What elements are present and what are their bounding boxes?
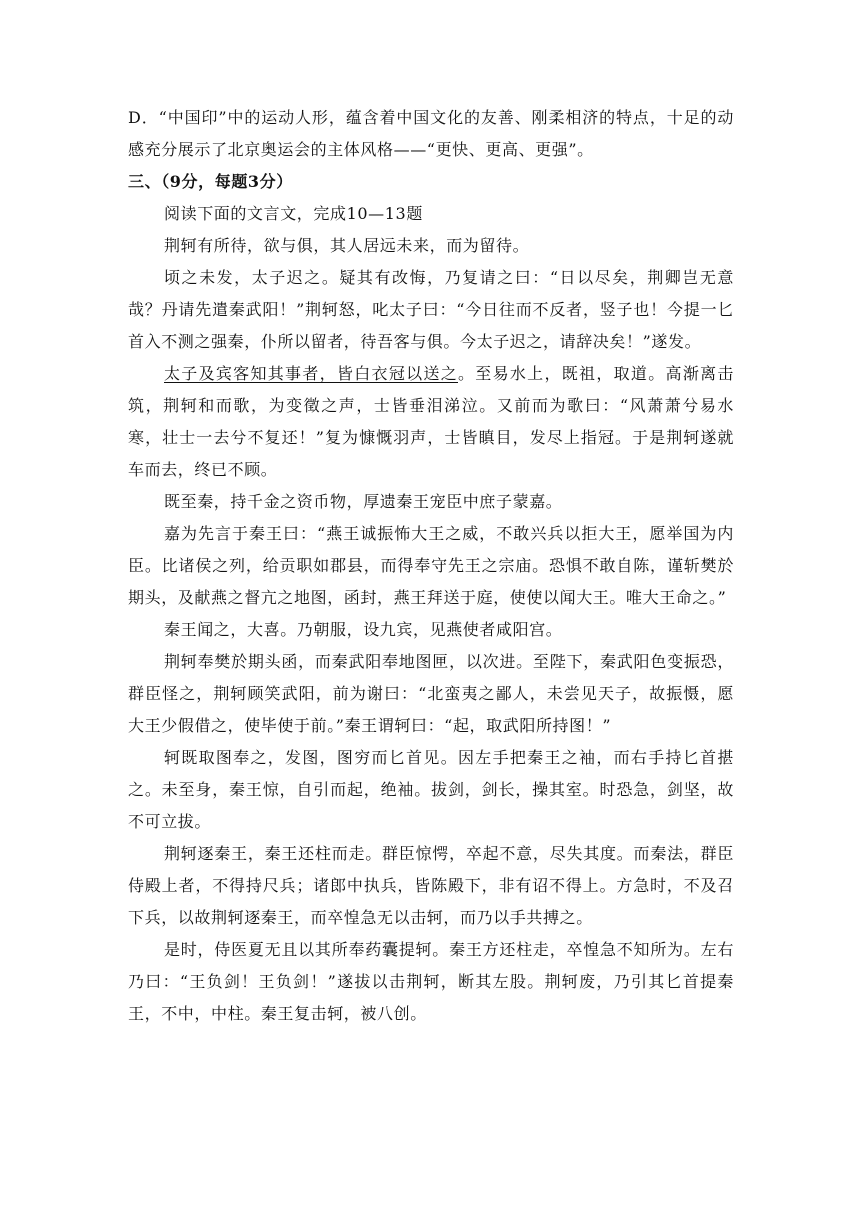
passage-paragraph-4: 既至秦，持千金之资币物，厚遗秦王宠臣中庶子蒙嘉。 [164, 492, 563, 511]
passage-paragraph-3-rest: 。至易水上，既祖，取道。高渐离击筑，荆轲和而歌，为变徵之声，士皆垂泪涕泣。又前而为歌曰：“风萧萧兮易水寒，壮士一去兮不复还！”复为慷慨羽声，士皆瞋目，发尽上指冠。于是荆轲遂就车而去，终已不顾。 [128, 364, 735, 479]
passage-paragraph-9: 荆轲逐秦王，秦王还柱而走。群臣惊愕，卒起不意，尽失其度。而秦法，群臣侍殿上者，不得持尺兵；诸郎中执兵，皆陈殿下，非有诏不得上。方急时，不及召下兵，以故荆轲逐秦王，而卒惶急无以击轲，而乃以手共搏之。 [128, 844, 734, 927]
passage-paragraph-1: 荆轲有所待，欲与俱，其人居远未来，而为留待。 [164, 236, 530, 255]
passage-paragraph-6: 秦王闻之，大喜。乃朝服，设九宾，见燕使者咸阳宫。 [164, 620, 563, 639]
option-d-text: D．“中国印”中的运动人形，蕴含着中国文化的友善、刚柔相济的特点，十足的动感充分展示了北京奥运会的主体风格——“更快、更高、更强”。 [128, 108, 734, 159]
passage-paragraph-8: 轲既取图奉之，发图，图穷而匕首见。因左手把秦王之袖，而右手持匕首揕之。未至身，秦王惊，自引而起，绝袖。拔剑，剑长，操其室。时恐急，剑坚，故不可立拔。 [128, 748, 734, 831]
underlined-sentence: 太子及宾客知其事者，皆白衣冠以送之 [164, 364, 458, 383]
passage-paragraph-3 [128, 358, 734, 486]
reading-instruction: 阅读下面的文言文，完成10—13题 [164, 204, 423, 223]
passage-paragraph-2: 顷之未发，太子迟之。疑其有改悔，乃复请之曰：“日以尽矣，荆卿岂无意哉？丹请先遣秦武阳！”荆轲怒，叱太子曰：“今日往而不反者，竖子也！今提一匕首入不测之强秦，仆所以留者，待吾客与俱。今太子迟之，请辞决矣！”遂发。 [128, 268, 734, 351]
passage-paragraph-7: 荆轲奉樊於期头函，而秦武阳奉地图匣，以次进。至陛下，秦武阳色变振恐，群臣怪之，荆轲顾笑武阳，前为谢曰：“北蛮夷之鄙人，未尝见天子，故振慑，愿大王少假借之，使毕使于前。”秦王谓轲曰：“起，取武阳所持图！” [128, 652, 734, 735]
passage-paragraph-5: 嘉为先言于秦王曰：“燕王诚振怖大王之威，不敢兴兵以拒大王，愿举国为内臣。比诸侯之列，给贡职如郡县，而得奉守先王之宗庙。恐惧不敢自陈，谨斩樊於期头，及献燕之督亢之地图，函封，燕王拜送于庭，使使以闻大王。唯大王命之。” [128, 524, 734, 607]
passage-paragraph-10: 是时，侍医夏无且以其所奉药囊提轲。秦王方还柱走，卒惶急不知所为。左右乃曰：“王负剑！王负剑！”遂拔以击荆轲，断其左股。荆轲废，乃引其匕首提秦王，不中，中柱。秦王复击轲，被八创。 [128, 940, 734, 1023]
section-heading: 三、（9分，每题3分） [128, 172, 293, 191]
